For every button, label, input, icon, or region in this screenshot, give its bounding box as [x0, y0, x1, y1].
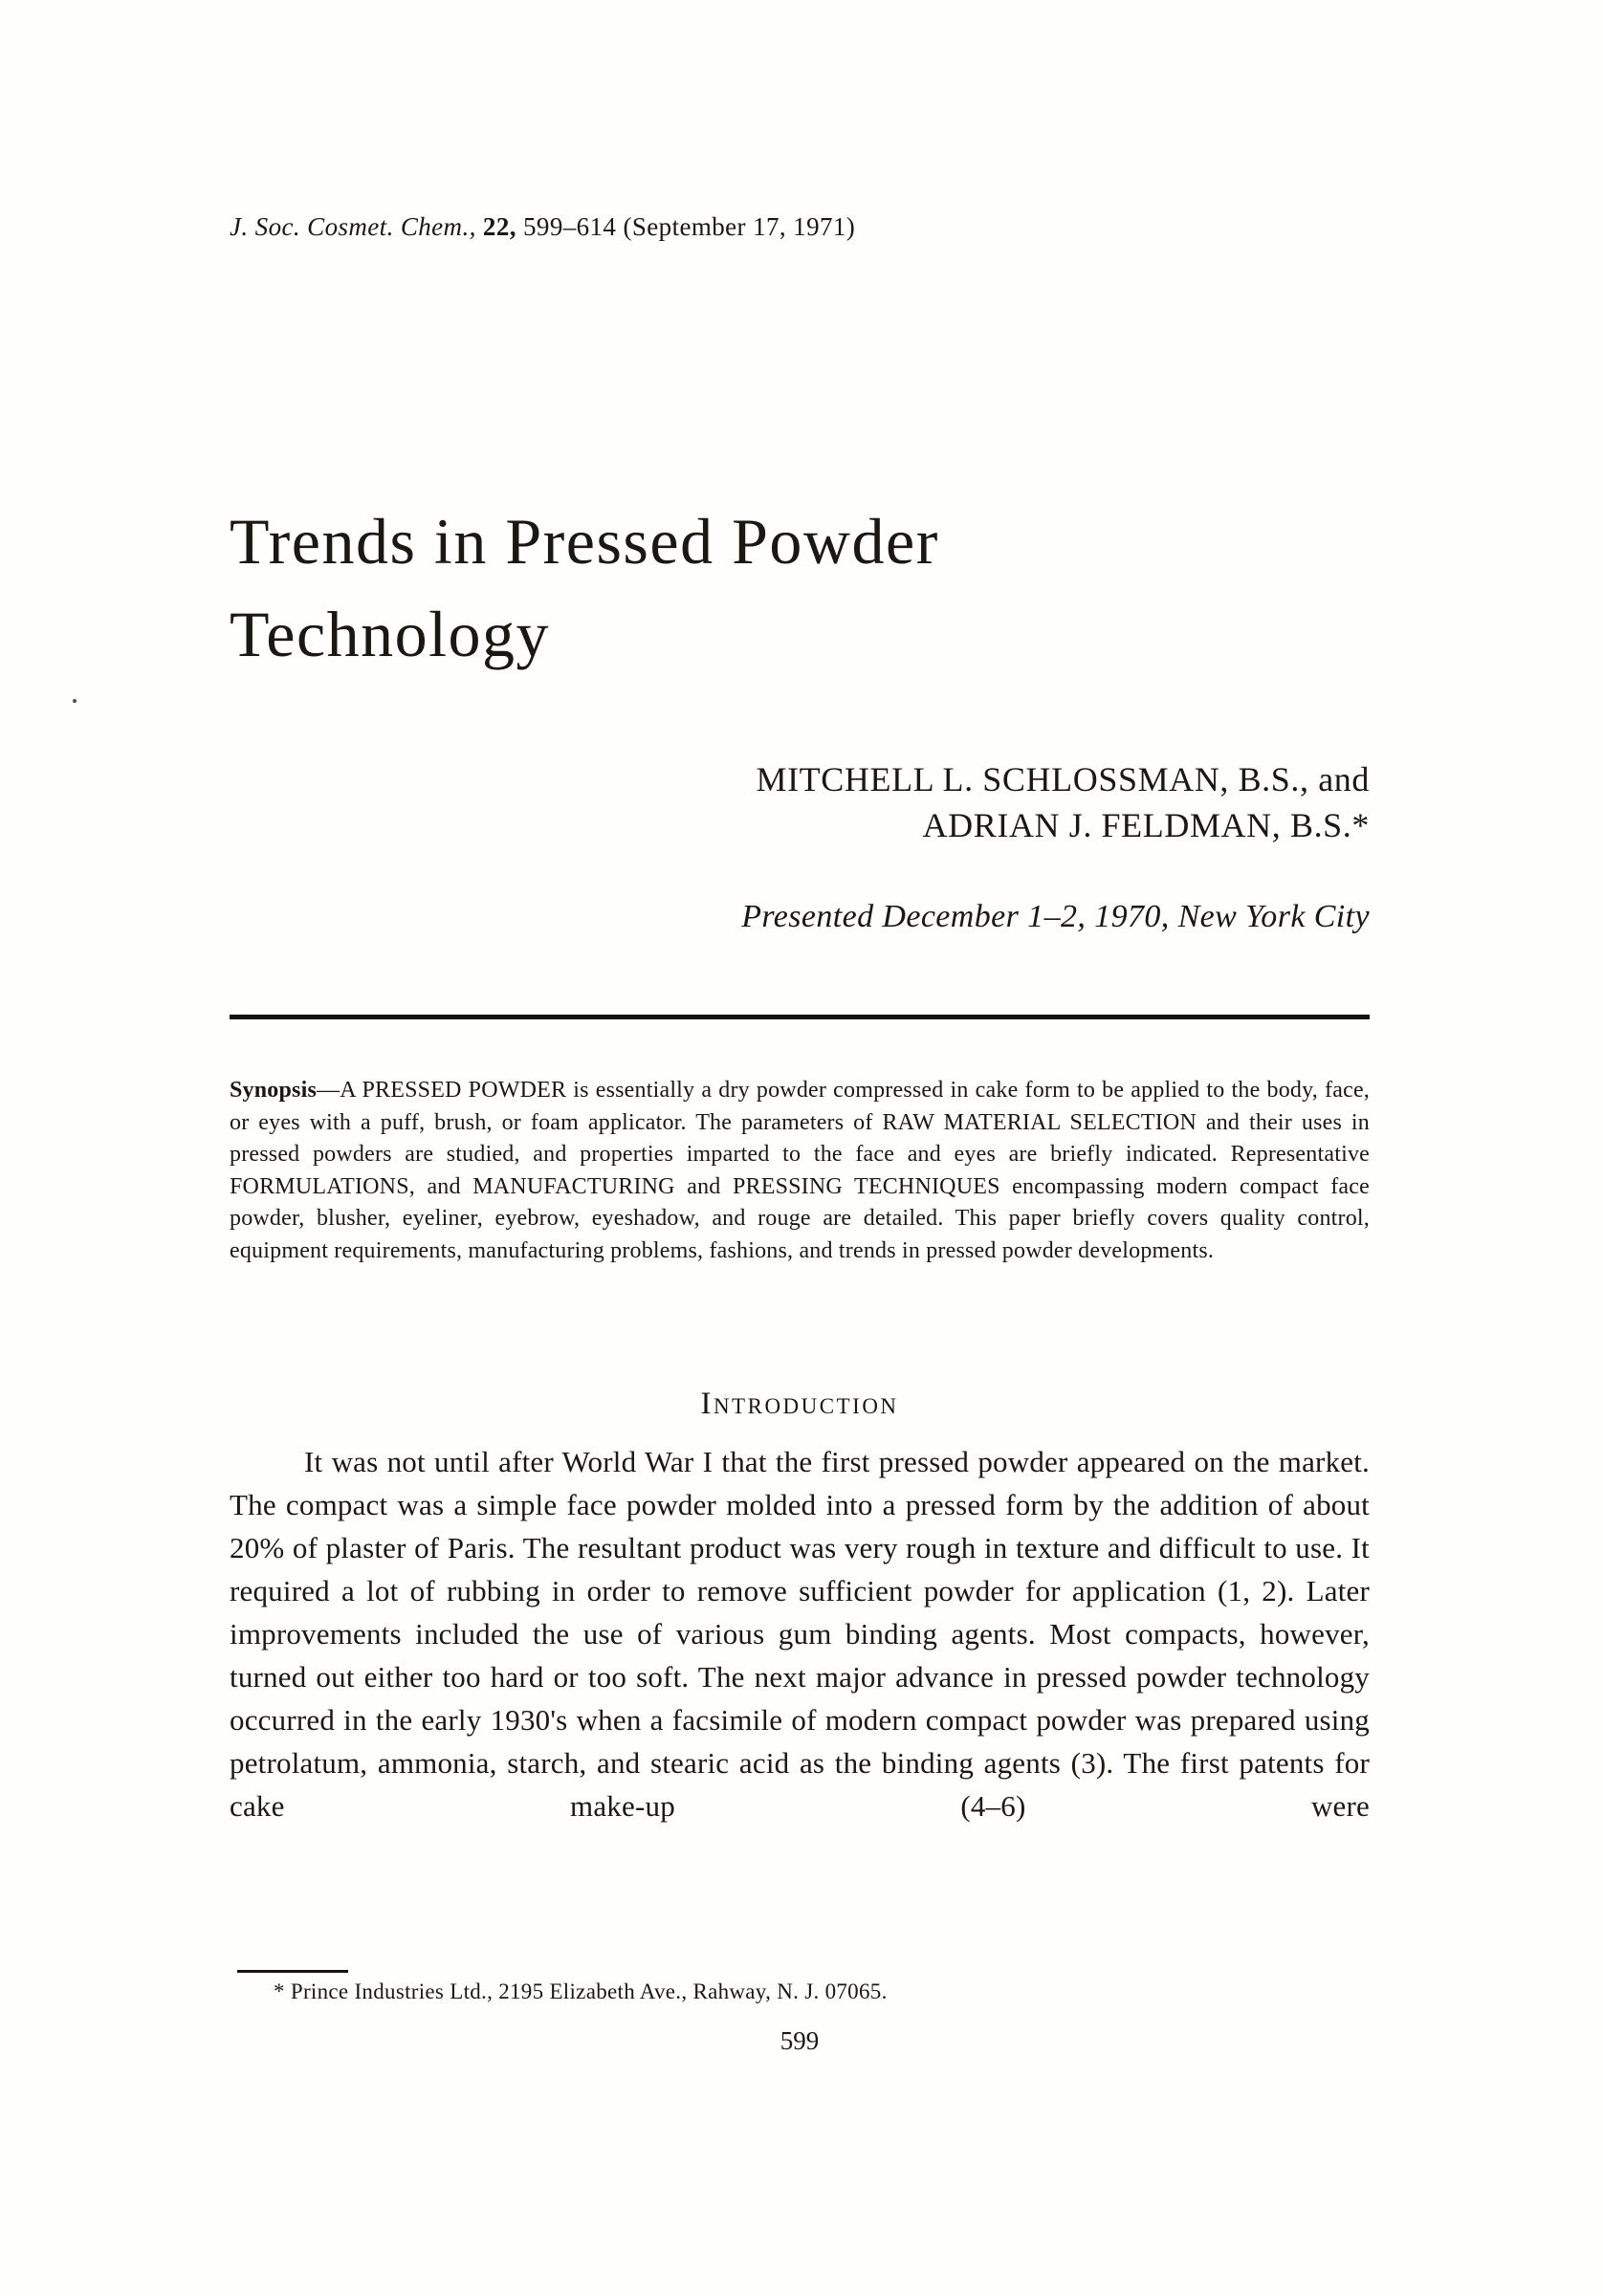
citation-line: [230, 212, 1370, 242]
body-paragraph: It was not until after World War I that the first pressed powder appeared on the market. The compact was a simple face powder molded into a pressed form by the addition of about 20% of plaster of Paris. The resultant product was very rough in texture and difficult to use. It required a lot of rubbing in order to remove sufficient powder for application (1, 2). Later improvements included the use of various gum binding agents. Most compacts, however, turned out either too hard or too soft. The next major advance in pressed powder technology occurred in the early 1930's when a facsimile of modern compact powder was prepared using petrolatum, ammonia, starch, and stearic acid as the binding agents (3). The first patents for cake make-up (4–6) were: [230, 1445, 1370, 1823]
article-title: [230, 495, 1370, 681]
citation-volume: 22,: [482, 212, 516, 241]
citation-journal-title: J. Soc. Cosmet. Chem.,: [230, 212, 476, 241]
authors-block: [230, 756, 1370, 848]
citation-pages-date: 599–614 (September 17, 1971): [523, 212, 856, 241]
section-heading-introduction: Introduction: [700, 1387, 899, 1421]
synopsis-text: —A PRESSED POWDER is essentially a dry powder compressed in cake form to be applied to the body, face, or eyes with a puff, brush, or foam applicator. The parameters of RAW MATERIAL SELECTION and their uses in pressed powders are studied, and properties imparted to the face and eyes are briefly indicated. Representative FORMULATIONS, and MANUFACTURING and PRESSING TECHNIQUES encompassing modern compact face powder, blusher, eyeliner, eyebrow, eyeshadow, and rouge are detailed. This paper briefly covers quality control, equipment requirements, manufacturing problems, fashions, and trends in pressed powder developments.: [230, 1078, 1370, 1263]
footnote-rule: [237, 1970, 348, 1973]
page-number: 599: [780, 2026, 820, 2055]
scan-artifact-dot: [73, 699, 77, 703]
author-line-1: MITCHELL L. SCHLOSSMAN, B.S., and: [756, 760, 1370, 798]
article-title-line-1: Trends in Pressed Powder: [230, 505, 939, 578]
author-line-2: ADRIAN J. FELDMAN, B.S.*: [922, 806, 1370, 844]
article-title-line-2: Technology: [230, 598, 551, 670]
synopsis-label: Synopsis: [230, 1078, 317, 1103]
footnote-text: * Prince Industries Ltd., 2195 Elizabeth Ave., Rahway, N. J. 07065.: [274, 1979, 888, 2003]
separator-rule: [230, 1015, 1370, 1019]
synopsis-paragraph: [230, 1075, 1370, 1267]
presented-line: Presented December 1–2, 1970, New York City: [741, 899, 1370, 934]
